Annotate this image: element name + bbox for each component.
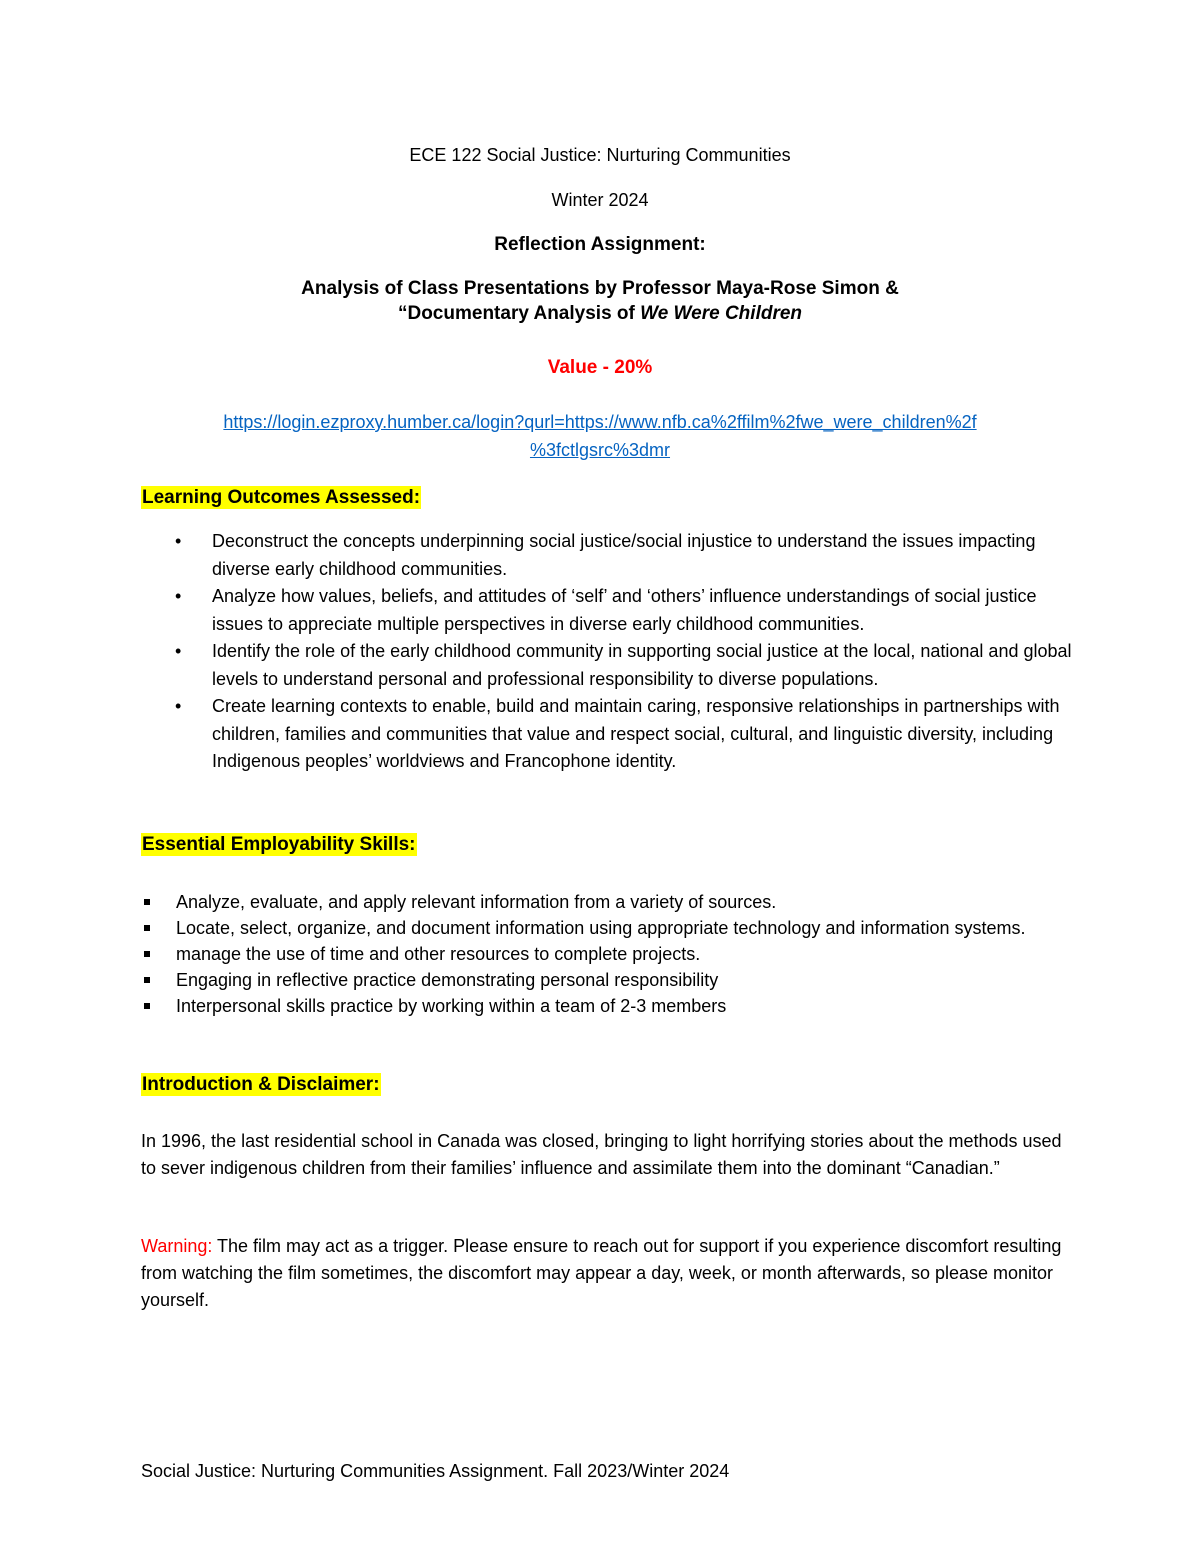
film-link[interactable] — [0, 408, 1200, 464]
subtitle-prefix: “Documentary Analysis of — [397, 303, 641, 324]
value-label: Value - 20% — [547, 357, 653, 378]
square-bullet-icon — [144, 925, 150, 931]
employability-heading: Essential Employability Skills: — [142, 834, 416, 855]
page-footer: Social Justice: Nurturing Communities Assignment. Fall 2023/Winter 2024 — [141, 1461, 730, 1481]
course-title: ECE 122 Social Justice: Nurturing Communities — [409, 145, 791, 165]
bullet-icon: • — [175, 531, 182, 551]
film-link-line-1[interactable]: https://login.ezproxy.humber.ca/login?qurl=https://www.nfb.ca%2ffilm%2fwe_were_children%2f — [223, 412, 977, 432]
learning-outcomes-list — [175, 528, 1082, 776]
list-item: manage the use of time and other resources to complete projects. — [176, 941, 1076, 967]
list-item: • Create learning contexts to enable, build and maintain caring, responsive relationships in partnerships with children, families and communities that value and respect social, cultural, and linguistic diversity, including Indigenous peoples’ worldviews and Francophone identity. — [212, 693, 1082, 776]
list-item: Engaging in reflective practice demonstrating personal responsibility — [176, 967, 1076, 993]
square-bullet-icon — [144, 977, 150, 983]
list-item: Locate, select, organize, and document information using appropriate technology and information systems. — [176, 915, 1076, 941]
assignment-title: Reflection Assignment: — [494, 234, 706, 255]
square-bullet-icon — [144, 951, 150, 957]
subtitle-line-2 — [0, 303, 1200, 325]
list-item: • Deconstruct the concepts underpinning social justice/social injustice to understand the issues impacting diverse early childhood communities. — [212, 528, 1082, 583]
bullet-icon: • — [175, 696, 182, 716]
learning-outcomes-heading: Learning Outcomes Assessed: — [142, 487, 421, 508]
bullet-icon: • — [175, 586, 182, 606]
bullet-icon: • — [175, 641, 182, 661]
square-bullet-icon — [144, 1003, 150, 1009]
list-item: • Identify the role of the early childhood community in supporting social justice at the local, national and global levels to understand personal and professional responsibility to diverse populations. — [212, 638, 1082, 693]
subtitle-line-1: Analysis of Class Presentations by Professor Maya-Rose Simon & — [301, 278, 899, 299]
warning-text: The film may act as a trigger. Please ensure to reach out for support if you experience discomfort resulting from watching the film sometimes, the discomfort may appear a day, week, or month afterwards, so please monitor yourself. — [141, 1236, 1062, 1310]
introduction-paragraph: In 1996, the last residential school in Canada was closed, bringing to light horrifying stories about the methods used to sever indigenous children from their families’ influence and assimilate them into the dominant “Canadian.” — [141, 1131, 1062, 1178]
warning-label: Warning: — [141, 1236, 213, 1256]
film-link-line-2[interactable]: %3fctlgsrc%3dmr — [529, 440, 671, 460]
term-label: Winter 2024 — [551, 190, 649, 210]
list-item: Interpersonal skills practice by working within a team of 2-3 members — [176, 993, 1076, 1019]
introduction-heading: Introduction & Disclaimer: — [142, 1074, 380, 1095]
list-item: Analyze, evaluate, and apply relevant information from a variety of sources. — [176, 889, 1076, 915]
employability-list — [176, 889, 1076, 1019]
list-item: • Analyze how values, beliefs, and attitudes of ‘self’ and ‘others’ influence understandings of social justice issues to appreciate multiple perspectives in diverse early childhood communities. — [212, 583, 1082, 638]
square-bullet-icon — [144, 899, 150, 905]
warning-paragraph — [141, 1233, 1071, 1314]
film-title: We Were Children — [640, 303, 803, 324]
